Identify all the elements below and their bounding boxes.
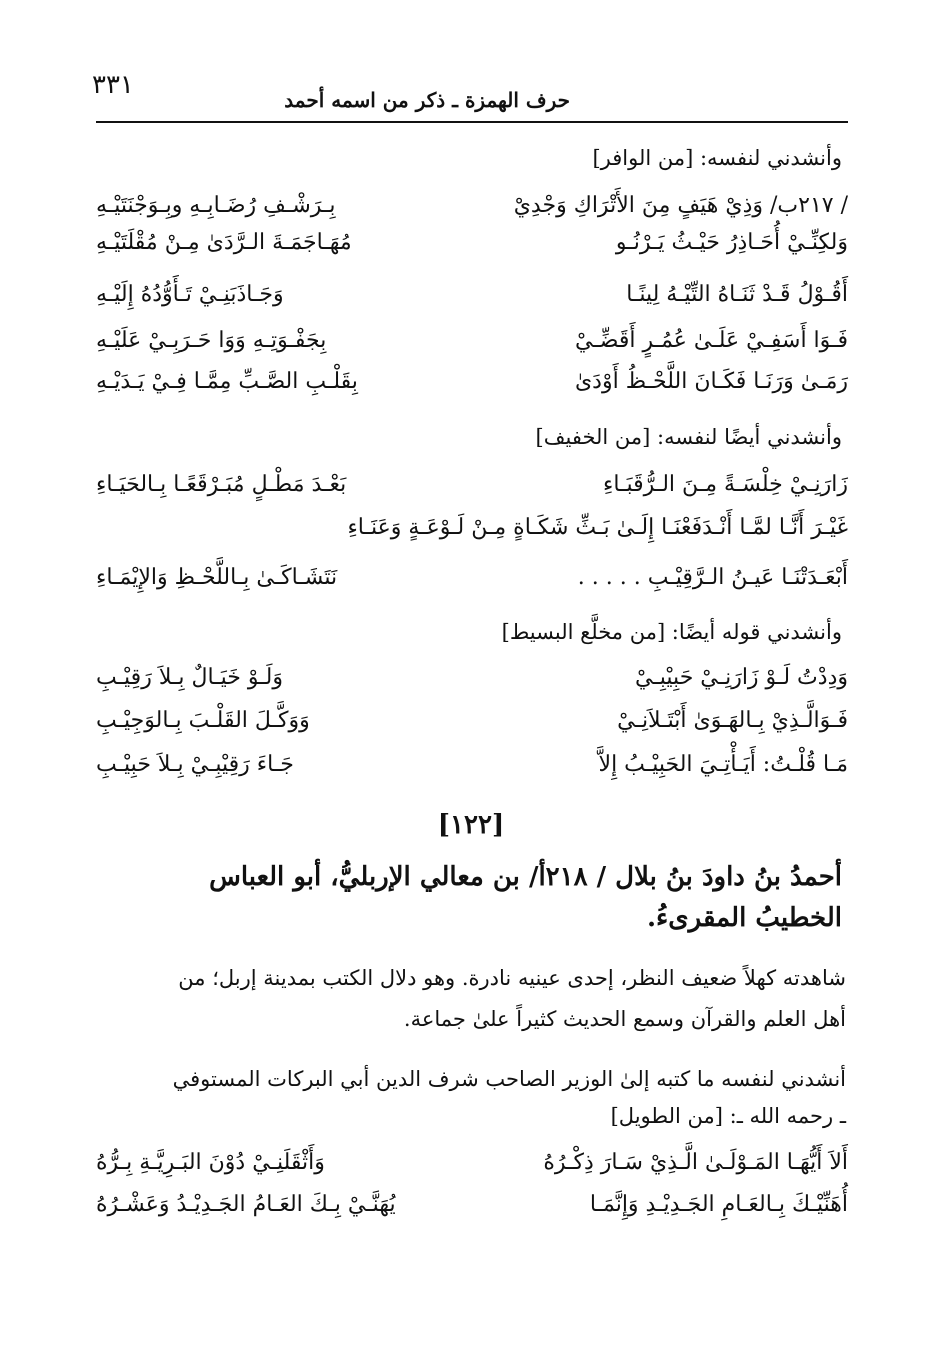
verse-second-hemistich: وَلَـوْ خَيَـالٌ بِـلاَ رَقِيْـبِ — [96, 665, 284, 690]
verse-first-hemistich: / ٢١٧ب/ وَذِيْ هَيَفٍ مِنَ الأَتْرَاكِ وَجْدِيْ — [513, 193, 848, 218]
verse-first-hemistich: وَدِدْتُ لَـوْ زَارَنِـيْ حَبِيْبِـيْ — [635, 665, 848, 690]
verse-row — [96, 364, 848, 400]
page-number: ٣٣١ — [92, 70, 134, 100]
verse-first-hemistich: أُهَنِّيْـكَ بِـالعَـامِ الجَـدِيْـدِ وَإِنَّمَـا — [589, 1192, 848, 1217]
verse-row — [96, 703, 848, 739]
verse-full-line: غَيْـرَ أَنَّـا لمَّـا أَنْـدَفَعْنَـا إِلَـىٰ بَـثِّ شَكَـاةٍ مِـنْ لَـوْعَـةٍ وَعَنَـاءِ — [347, 515, 848, 540]
verse-first-hemistich: وَلكِنِّـيْ أُحَـاذِرُ حَيْـثُ يَـرْنُـو — [615, 230, 848, 255]
verse-row — [96, 1187, 848, 1223]
verse-second-hemistich: يُهَنَّـيْ بِـكَ العَـامُ الجَـدِيْـدُ وَعَشْـرُهُ — [96, 1192, 396, 1217]
verse-row — [96, 323, 848, 359]
verse-second-hemistich: مُهَـاجَمَـةَ الـرَّدَىٰ مِـنْ مُقْلَتَيْـهِ — [96, 230, 352, 255]
entry-number: [١٢٢] — [437, 810, 505, 840]
verse-row — [96, 560, 848, 596]
paragraph-line: أهل العلم والقرآن وسمع الحديث كثيراً علىٰ جماعة. — [403, 1007, 846, 1031]
verse-first-hemistich: أَقُـوْلُ قَـدْ ثَنَـاهُ التِّيْـهُ لِينًـا — [626, 282, 848, 307]
verse-first-hemistich: فَـوَالَّـذِيْ بِـالهَـوَىٰ أَبْتَـلاَنِـيْ — [617, 708, 848, 733]
verse-first-hemistich: زَارَنِـيْ خِلْسَـةً مِـنَ الـرُّقَبَـاءِ — [602, 472, 848, 497]
verse-first-hemistich: مَـا قُلْـتُ: أَيَـأْتِـيَ الحَبِيْـبُ إِلاَّ — [598, 752, 848, 777]
paragraph-line: ـ رحمه الله ـ: [من الطويل] — [610, 1104, 846, 1128]
verse-second-hemistich: بِقَلْـبِ الصَّـبِّ مِمَّـا فِـيْ يَـدَيْـهِ — [96, 369, 358, 394]
verse-row — [96, 225, 848, 261]
paragraph-line: أنشدني لنفسه ما كتبه إلىٰ الوزير الصاحب شرف الدين أبي البركات المستوفي — [172, 1067, 846, 1091]
entry-title-line1: أحمدُ بنُ داودَ بنُ بلال / ٢١٨أ/ بن معالي الإربليُّ، أبو العباس — [209, 862, 842, 892]
verse-second-hemistich: جَـاءَ رَقِيْبِـيْ بِـلاَ حَبِيْـبِ — [96, 752, 294, 777]
verse-row — [96, 277, 848, 313]
paragraph-line: شاهدته كهلاً ضعيف النظر، إحدى عينيه نادرة. وهو دلال الكتب بمدينة إربل؛ من — [178, 966, 846, 990]
verse-row — [96, 660, 848, 696]
verse-second-hemistich: وَوَكَّـلَ القَلْـبَ بِـالوَجِيْـبِ — [96, 708, 310, 733]
verse-row — [96, 510, 848, 546]
verse-first-hemistich: رَمَـىٰ وَرَنَـا فَكَـانَ اللَّحْـظُ أَوْدَىٰ — [574, 369, 848, 394]
verse-first-hemistich: أَلاَ أَيُّهَـا المَـوْلَـىٰ الَّـذِيْ سَـارَ ذِكْـرُهُ — [543, 1150, 848, 1175]
section3-intro: وأنشدني قوله أيضًا: [من مخلَّع البسيط] — [501, 620, 842, 644]
verse-row — [96, 188, 848, 224]
section1-intro: وأنشدني لنفسه: [من الوافر] — [592, 146, 842, 170]
verse-second-hemistich: وَجَـاذَبَنِـيْ تَـأَوُّدُهُ إِلَيْـهِ — [96, 282, 284, 307]
verse-row — [96, 467, 848, 503]
verse-row — [96, 1145, 848, 1181]
verse-second-hemistich: بِجَفْـوَتِـهِ وَوَا حَـرَبِـيْ عَلَيْـهِ — [96, 328, 327, 353]
verse-row — [96, 747, 848, 783]
verse-second-hemistich: نَتَشَـاكَـىٰ بِـاللَّحْـظِ وَالإِيْمَـاءِ — [96, 565, 338, 590]
verse-second-hemistich: بِـرَشْـفِ رُضَـابِـهِ وبِـوَجْنَتَيْـهِ — [96, 193, 336, 218]
running-head: حرف الهمزة ـ ذكر من اسمه أحمد — [284, 88, 570, 112]
section2-intro: وأنشدني أيضًا لنفسه: [من الخفيف] — [535, 425, 842, 449]
verse-second-hemistich: وَأَثْقَلَنِـيْ دُوْنَ البَـرِيَّـةِ بِـرُّهُ — [96, 1150, 325, 1175]
verse-first-hemistich: فَـوَا أَسَفِـيْ عَلَـىٰ عُمُـرٍ أَقَضِّـيْ — [575, 328, 848, 353]
verse-second-hemistich: بَعْـدَ مَطْـلٍ مُبَـرْقَعًـا بِـالحَيَـاءِ — [96, 472, 347, 497]
entry-title-line2: الخطيبُ المقرىءُ. — [647, 903, 842, 933]
verse-first-hemistich: أَبْعَـدَتْنَـا عَيـنُ الـرَّقِيْـبِ . . . . . — [577, 565, 848, 590]
header-rule — [96, 121, 848, 123]
